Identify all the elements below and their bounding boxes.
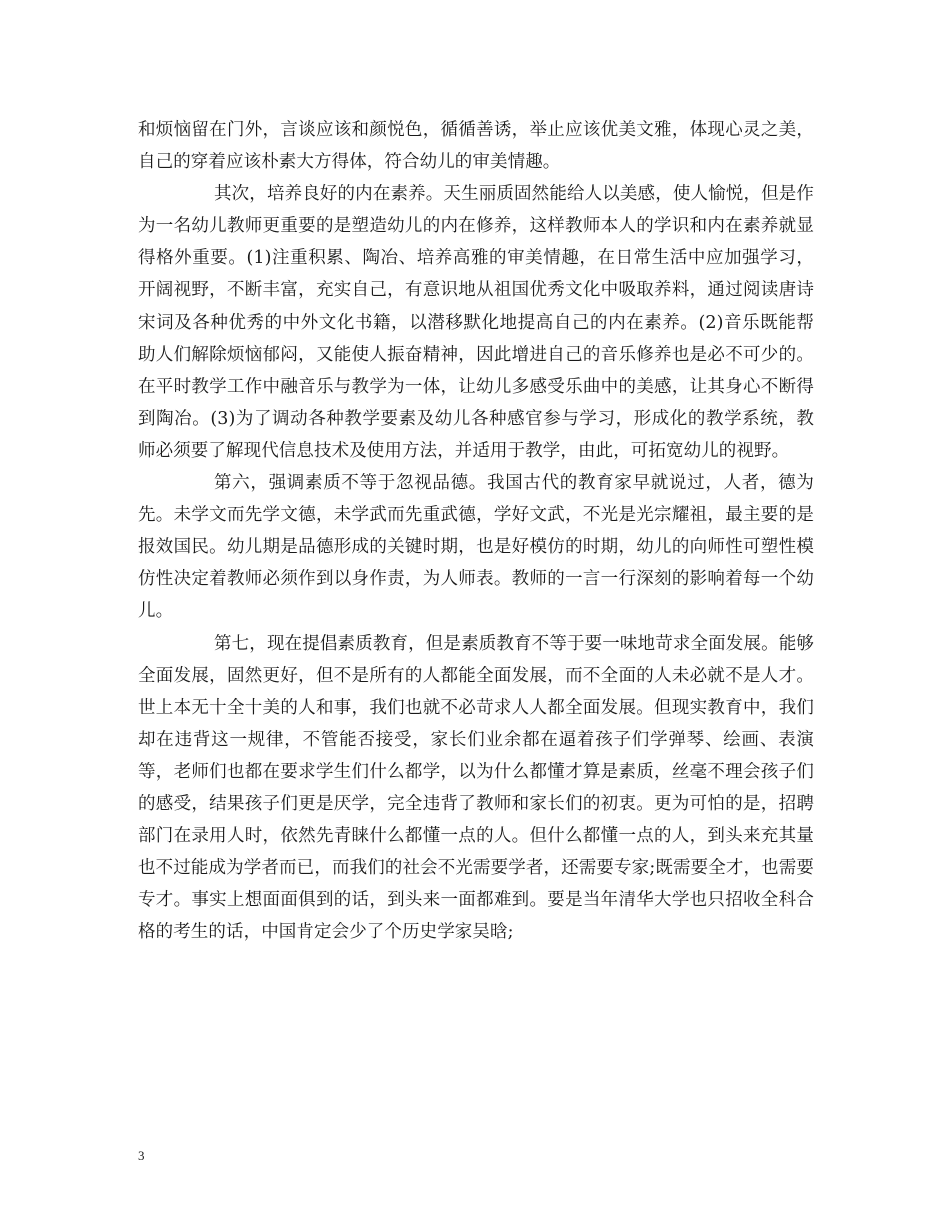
paragraph-2: 其次，培养良好的内在素养。天生丽质固然能给人以美感，使人愉悦，但是作为一名幼儿教师更重要的是塑造幼儿的内在修养，这样教师本人的学识和内在素养就显得格外重要。(1)注重积累、陶冶、培养高雅的审美情趣，在日常生活中应加强学习，开阔视野，不断丰富，充实自己，有意识地从祖国优秀文化中吸取养料，通过阅读唐诗宋词及各种优秀的中外文化书籍，以潜移默化地提高自己的内在素养。(2)音乐既能帮助人们解除烦恼郁闷，又能使人振奋精神，因此增进自己的音乐修养也是必不可少的。在平时教学工作中融音乐与教学为一体，让幼儿多感受乐曲中的美感，让其身心不断得到陶冶。(3)为了调动各种教学要素及幼儿各种感官参与学习，形成化的教学系统，教师必须要了解现代信息技术及使用方法，并适用于教学，由此，可拓宽幼儿的视野。 (138, 184, 814, 461)
paragraph-3: 第六，强调素质不等于忽视品德。我国古代的教育家早就说过，人者，德为先。未学文而先学文德，未学武而先重武德，学好文武，不光是光宗耀祖，最主要的是报效国民。幼儿期是品德形成的关键时期，也是好模仿的时期，幼儿的向师性可塑性模仿性决定着教师必须作到以身作责，为人师表。教师的一言一行深刻的影响着每一个幼儿。 (138, 473, 814, 622)
paragraph-1: 和烦恼留在门外，言谈应该和颜悦色，循循善诱，举止应该优美文雅，体现心灵之美，自己的穿着应该朴素大方得体，符合幼儿的审美情趣。 (138, 120, 814, 173)
document-body (138, 114, 814, 948)
page-number: 3 (138, 1148, 145, 1163)
paragraph-4: 第七，现在提倡素质教育，但是素质教育不等于要一味地苛求全面发展。能够全面发展，固然更好，但不是所有的人都能全面发展，而不全面的人未必就不是人才。世上本无十全十美的人和事，我们也就不必苛求人人都全面发展。但现实教育中，我们却在违背这一规律，不管能否接受，家长们业余都在逼着孩子们学弹琴、绘画、表演等，老师们也都在要求学生们什么都学，以为什么都懂才算是素质，丝毫不理会孩子们的感受，结果孩子们更是厌学，完全违背了教师和家长们的初衷。更为可怕的是，招聘部门在录用人时，依然先青睐什么都懂一点的人。但什么都懂一点的人，到头来充其量也不过能成为学者而已，而我们的社会不光需要学者，还需要专家;既需要全才，也需要专才。事实上想面面俱到的话，到头来一面都难到。要是当年清华大学也只招收全科合格的考生的话，中国肯定会少了个历史学家吴晗; (138, 633, 814, 943)
